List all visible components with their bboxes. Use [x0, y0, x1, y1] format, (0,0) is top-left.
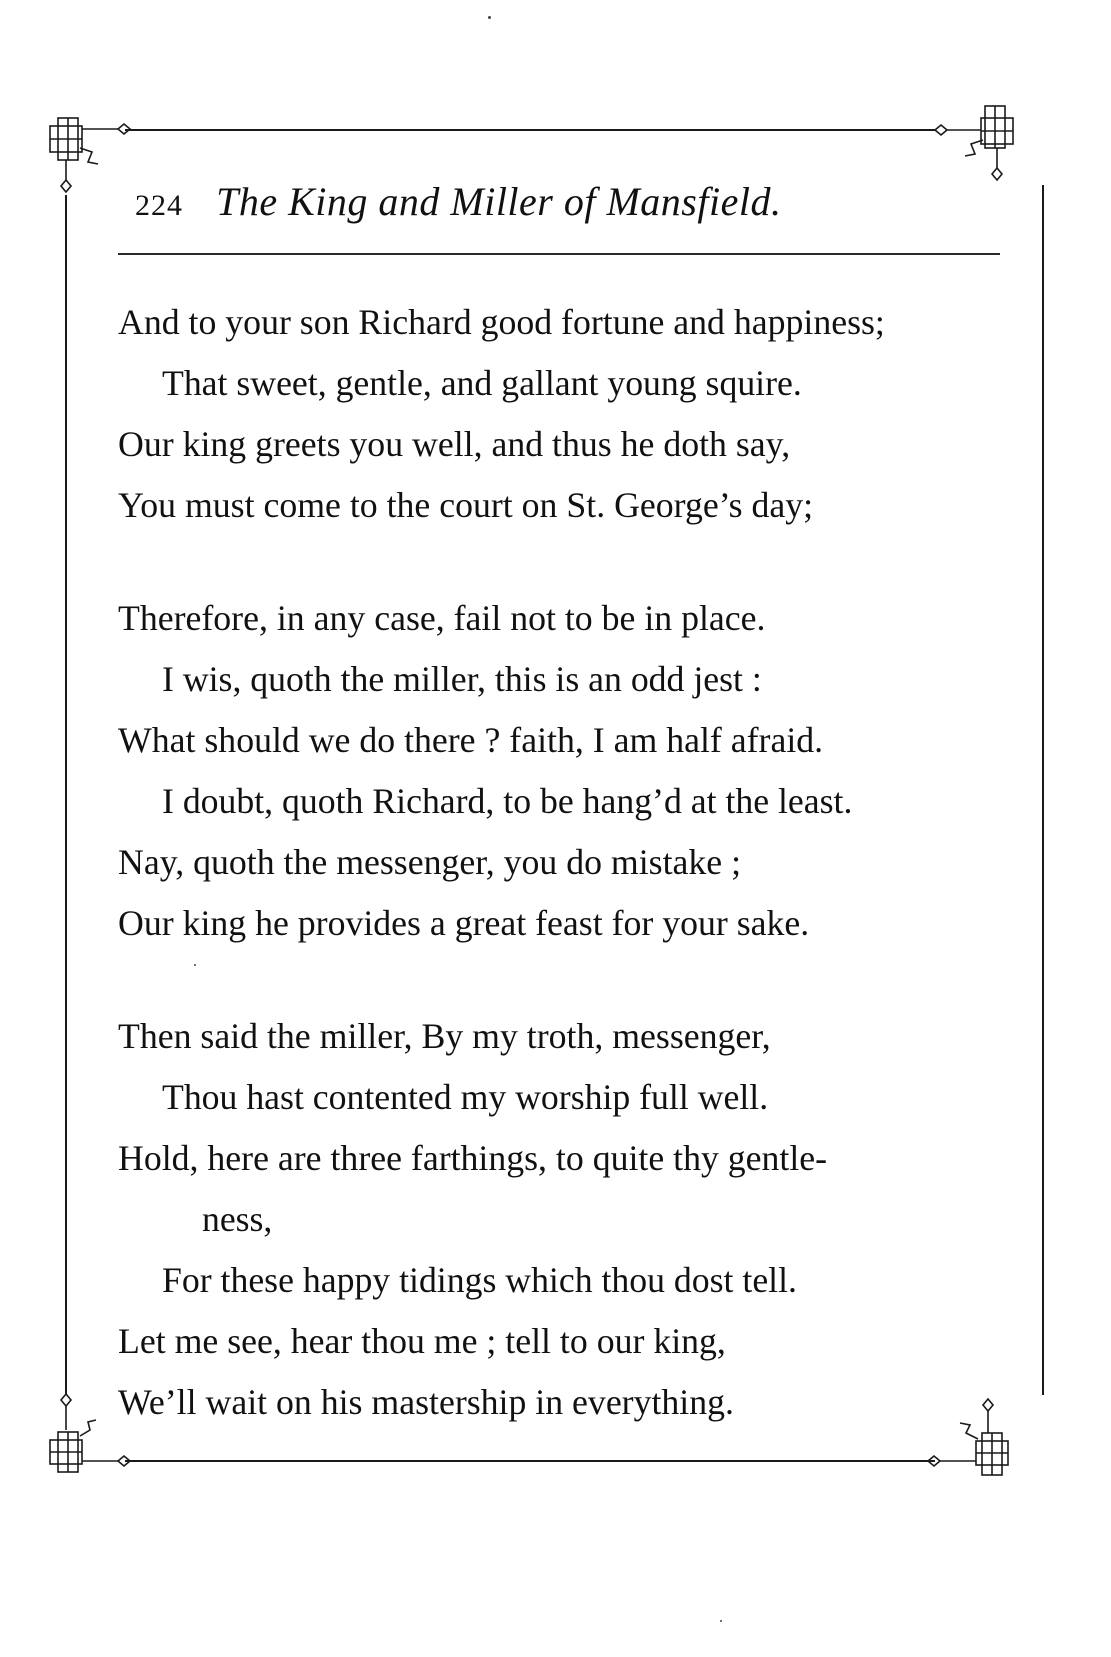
poem-line: ness, — [202, 1199, 273, 1239]
poem-line: Therefore, in any case, fail not to be in place. — [118, 598, 766, 638]
poem-line: I wis, quoth the miller, this is an odd jest : — [162, 659, 762, 699]
poem-line: For these happy tidings which thou dost tell. — [162, 1260, 797, 1300]
poem-line: We’ll wait on his mastership in everything. — [118, 1382, 734, 1422]
header-rule — [118, 253, 1000, 255]
page-number: 224 — [135, 189, 183, 222]
poem-line: What should we do there ? faith, I am half afraid. — [118, 720, 824, 760]
poem-line: And to your son Richard good fortune and happiness; — [118, 302, 885, 342]
running-header — [135, 178, 995, 238]
scan-speck — [194, 964, 196, 966]
frame-top-border — [125, 129, 935, 131]
poem-line: That sweet, gentle, and gallant young squire. — [162, 363, 802, 403]
poem-line: Thou hast contented my worship full well. — [162, 1077, 769, 1117]
poem-line: Let me see, hear thou me ; tell to our king, — [118, 1321, 726, 1361]
poem-line: Then said the miller, By my troth, messenger, — [118, 1016, 771, 1056]
stanza — [118, 292, 1018, 536]
corner-ornament-top-left-icon — [40, 108, 140, 203]
scan-speck — [488, 16, 491, 19]
frame-left-border — [65, 195, 67, 1395]
running-title: The King and Miller of Mansfield. — [216, 179, 782, 224]
stanza — [118, 588, 1018, 954]
frame-right-border — [1042, 185, 1044, 1395]
poem-line: You must come to the court on St. George’s day; — [118, 485, 814, 525]
poem-body — [118, 292, 1018, 1485]
poem-line: Our king he provides a great feast for your sake. — [118, 903, 810, 943]
poem-line: Hold, here are three farthings, to quite thy gentle- — [118, 1138, 828, 1178]
stanza — [118, 1006, 1018, 1433]
scan-speck — [720, 1620, 722, 1622]
poem-line: Nay, quoth the messenger, you do mistake ; — [118, 842, 742, 882]
poem-line: Our king greets you well, and thus he doth say, — [118, 424, 791, 464]
poem-line: I doubt, quoth Richard, to be hang’d at the least. — [162, 781, 853, 821]
